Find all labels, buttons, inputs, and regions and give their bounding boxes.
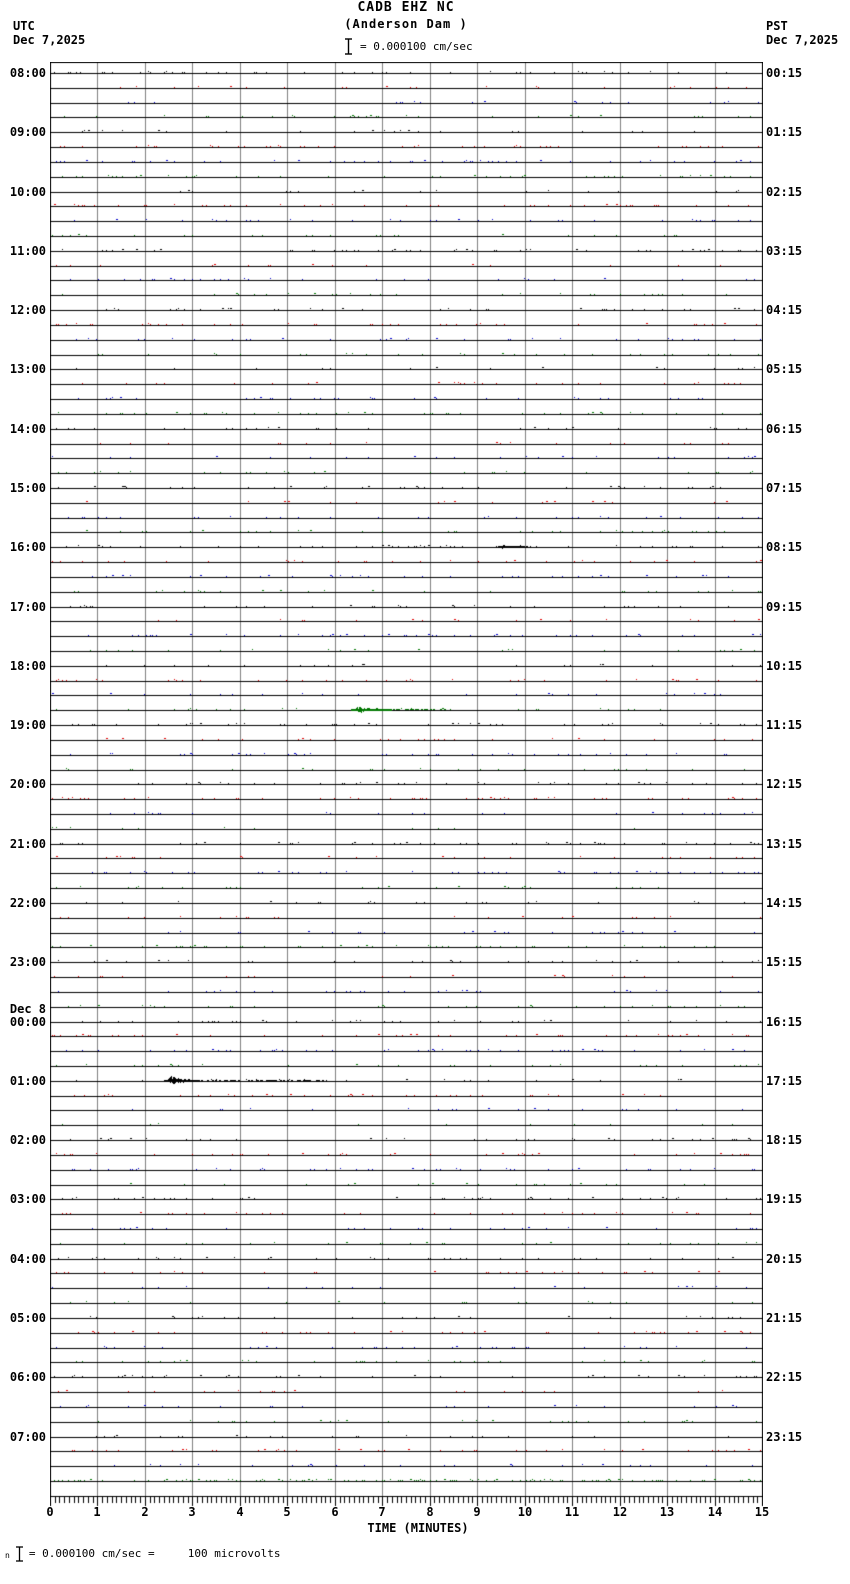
utc-hour-label: 09:00	[9, 125, 46, 139]
utc-hour-label: 01:00	[9, 1074, 46, 1088]
pst-hour-label: 20:15	[766, 1252, 803, 1266]
utc-hour-label: 07:00	[9, 1430, 46, 1444]
utc-hour-label: 21:00	[9, 837, 46, 851]
x-axis-tick-label: 11	[564, 1505, 580, 1519]
seismogram-plot	[50, 62, 763, 1508]
amplitude-scale-key	[344, 38, 473, 55]
x-axis-tick-label: 13	[659, 1505, 675, 1519]
pst-hour-label: 02:15	[766, 185, 803, 199]
pst-hour-label: 03:15	[766, 244, 803, 258]
footer-scale-note	[5, 1546, 281, 1562]
pst-hour-label: 22:15	[766, 1370, 803, 1384]
utc-hour-label: 10:00	[9, 185, 46, 199]
x-axis-tick-label: 1	[93, 1505, 101, 1519]
x-axis-tick-label: 10	[517, 1505, 533, 1519]
pst-hour-label: 08:15	[766, 540, 803, 554]
pst-hour-label: 13:15	[766, 837, 803, 851]
utc-hour-label: 11:00	[9, 244, 46, 258]
utc-hour-label: 06:00	[9, 1370, 46, 1384]
utc-hour-label: 20:00	[9, 777, 46, 791]
utc-hour-label: 14:00	[9, 422, 46, 436]
x-axis-tick-label: 9	[473, 1505, 481, 1519]
x-axis-tick-label: 14	[707, 1505, 723, 1519]
pst-hour-label: 04:15	[766, 303, 803, 317]
pst-hour-label: 16:15	[766, 1015, 803, 1029]
x-axis-tick-label: 6	[331, 1505, 339, 1519]
pst-hour-label: 11:15	[766, 718, 803, 732]
pst-hour-label: 06:15	[766, 422, 803, 436]
pst-hour-label: 09:15	[766, 600, 803, 614]
x-axis-tick-label: 7	[378, 1505, 386, 1519]
x-axis-tick-label: 12	[612, 1505, 628, 1519]
utc-hour-label: 05:00	[9, 1311, 46, 1325]
utc-hour-label: 17:00	[9, 600, 46, 614]
utc-hour-label: 12:00	[9, 303, 46, 317]
footer-scale-bar-icon	[15, 1546, 24, 1562]
scale-bar-icon	[344, 38, 353, 55]
utc-hour-label: 23:00	[9, 955, 46, 969]
x-axis-tick-label: 3	[188, 1505, 196, 1519]
x-axis-tick-label: 0	[46, 1505, 54, 1519]
footer-prefix: n	[5, 1551, 10, 1560]
pst-hour-label: 17:15	[766, 1074, 803, 1088]
utc-hour-label: 08:00	[9, 66, 46, 80]
utc-date-label: Dec 7,2025	[13, 33, 86, 47]
utc-hour-label: 02:00	[9, 1133, 46, 1147]
utc-timezone-label: UTC	[13, 19, 35, 33]
pst-hour-label: 19:15	[766, 1192, 803, 1206]
footer-text: = 0.000100 cm/sec = 100 microvolts	[28, 1547, 281, 1560]
pst-hour-label: 00:15	[766, 66, 803, 80]
pst-hour-label: 23:15	[766, 1430, 803, 1444]
utc-hour-label: 03:00	[9, 1192, 46, 1206]
station-location: (Anderson Dam )	[344, 17, 468, 31]
station-title: CADB EHZ NC	[357, 0, 455, 15]
utc-hour-label: 04:00	[9, 1252, 46, 1266]
pst-hour-label: 12:15	[766, 777, 803, 791]
pst-hour-label: 15:15	[766, 955, 803, 969]
pst-hour-label: 07:15	[766, 481, 803, 495]
utc-hour-label: 15:00	[9, 481, 46, 495]
x-axis-tick-label: 2	[141, 1505, 149, 1519]
utc-hour-label: 18:00	[9, 659, 46, 673]
scale-label: = 0.000100 cm/sec	[360, 39, 473, 53]
pst-hour-label: 10:15	[766, 659, 803, 673]
utc-hour-label: 16:00	[9, 540, 46, 554]
utc-hour-label: 19:00	[9, 718, 46, 732]
x-axis-tick-label: 8	[426, 1505, 434, 1519]
x-axis-tick-label: 5	[283, 1505, 291, 1519]
x-axis-tick-label: 4	[236, 1505, 244, 1519]
utc-hour-label: 13:00	[9, 362, 46, 376]
pst-hour-label: 05:15	[766, 362, 803, 376]
pst-hour-label: 14:15	[766, 896, 803, 910]
pst-date-label: Dec 7,2025	[766, 33, 839, 47]
utc-rollover-date-label: Dec 8	[9, 1002, 46, 1016]
pst-hour-label: 21:15	[766, 1311, 803, 1325]
pst-timezone-label: PST	[766, 19, 788, 33]
utc-hour-label: 00:00	[9, 1015, 46, 1029]
x-axis-tick-label: 15	[754, 1505, 770, 1519]
x-axis-title: TIME (MINUTES)	[367, 1521, 469, 1535]
utc-hour-label: 22:00	[9, 896, 46, 910]
pst-hour-label: 18:15	[766, 1133, 803, 1147]
pst-hour-label: 01:15	[766, 125, 803, 139]
